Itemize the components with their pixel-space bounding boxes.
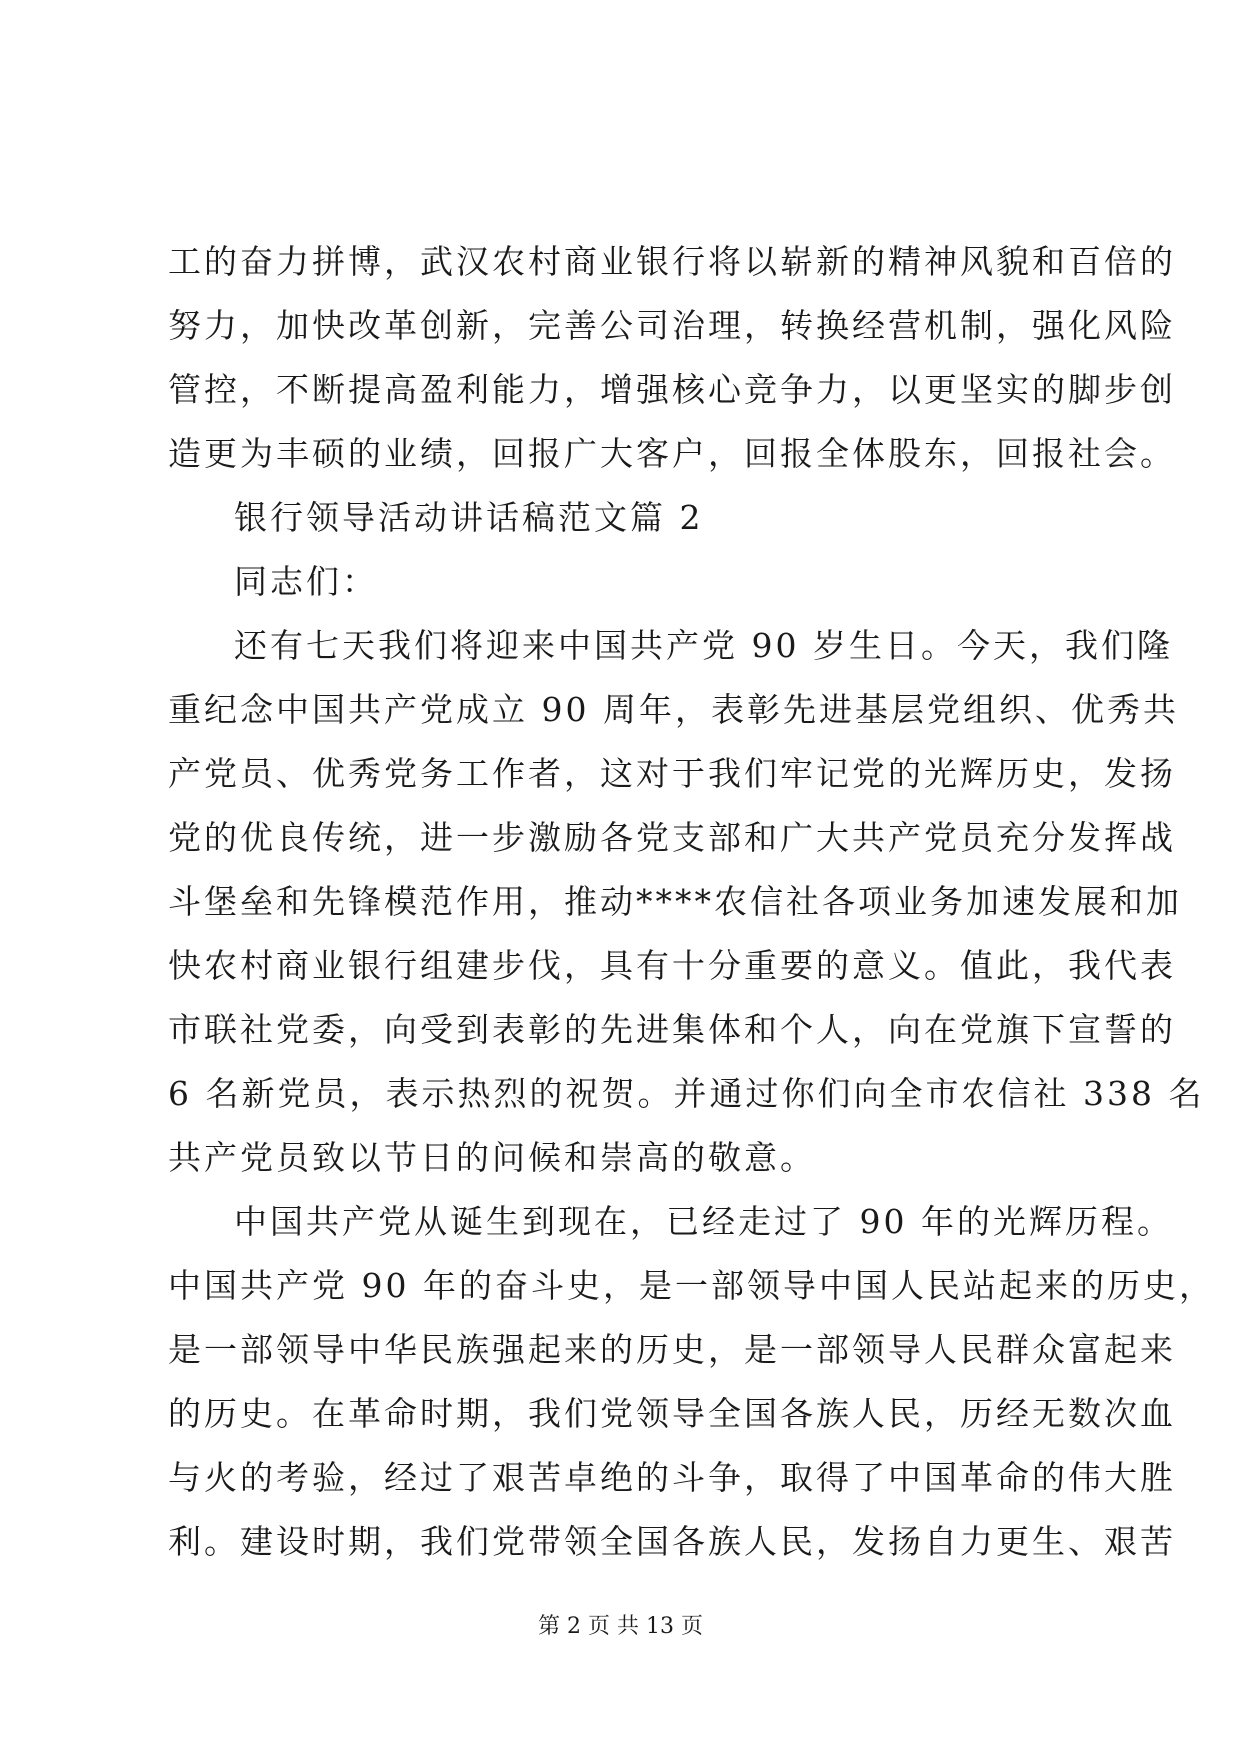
text-line: 市联社党委，向受到表彰的先进集体和个人，向在党旗下宣誓的 (168, 1010, 1176, 1049)
text-line: 是一部领导中华民族强起来的历史，是一部领导人民群众富起来 (168, 1330, 1176, 1369)
text-line: 管控，不断提高盈利能力，增强核心竞争力，以更坚实的脚步创 (168, 370, 1176, 409)
text-line: 产党员、优秀党务工作者，这对于我们牢记党的光辉历史，发扬 (168, 754, 1176, 793)
text-line: 造更为丰硕的业绩，回报广大客户，回报全体股东，回报社会。 (168, 434, 1176, 473)
text-line: 利。建设时期，我们党带领全国各族人民，发扬自力更生、艰苦 (168, 1522, 1176, 1561)
salutation: 同志们： (234, 562, 378, 601)
text-line: 工的奋力拼博，武汉农村商业银行将以崭新的精神风貌和百倍的 (168, 242, 1176, 281)
text-line: 还有七天我们将迎来中国共产党 90 岁生日。今天，我们隆 (234, 626, 1173, 665)
section-heading: 银行领导活动讲话稿范文篇 2 (234, 498, 704, 537)
text-line: 中国共产党 90 年的奋斗史，是一部领导中国人民站起来的历史， (168, 1266, 1215, 1305)
text-line: 中国共产党从诞生到现在，已经走过了 90 年的光辉历程。 (234, 1202, 1173, 1241)
text-line: 快农村商业银行组建步伐，具有十分重要的意义。值此，我代表 (168, 946, 1176, 985)
document-body (168, 230, 1215, 1574)
text-line: 努力，加快改革创新，完善公司治理，转换经营机制，强化风险 (168, 306, 1176, 345)
text-line: 斗堡垒和先锋模范作用，推动****农信社各项业务加速发展和加 (168, 882, 1182, 921)
page-footer: 第 2 页 共 13 页 (538, 1614, 703, 1639)
text-line: 重纪念中国共产党成立 90 周年，表彰先进基层党组织、优秀共 (168, 690, 1179, 729)
text-line: 的历史。在革命时期，我们党领导全国各族人民，历经无数次血 (168, 1394, 1176, 1433)
text-line: 与火的考验，经过了艰苦卓绝的斗争，取得了中国革命的伟大胜 (168, 1458, 1176, 1497)
text-line: 共产党员致以节日的问候和崇高的敬意。 (168, 1138, 816, 1177)
text-line: 6 名新党员，表示热烈的祝贺。并通过你们向全市农信社 338 名 (168, 1074, 1205, 1113)
text-line: 党的优良传统，进一步激励各党支部和广大共产党员充分发挥战 (168, 818, 1176, 857)
